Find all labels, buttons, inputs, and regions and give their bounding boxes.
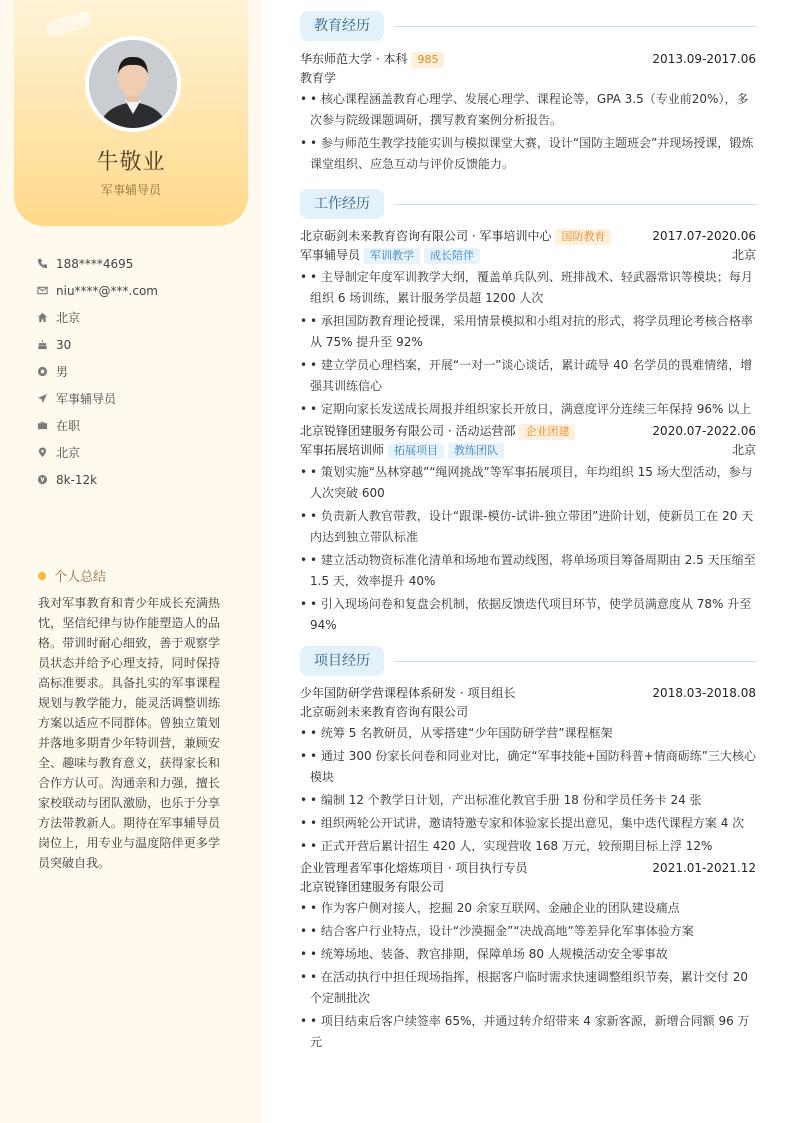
contact-email-value: niu****@***.com xyxy=(56,283,158,298)
mail-icon xyxy=(36,285,48,297)
contact-status-value: 在职 xyxy=(56,419,81,433)
contact-age xyxy=(36,331,236,358)
education-tag: 985 xyxy=(411,52,444,68)
project-1-org: 北京砺剑未来教育咨询有限公司 xyxy=(300,705,469,719)
projects-heading: 项目经历 xyxy=(300,646,384,676)
project-2-date: 2021.01-2021.12 xyxy=(652,861,756,875)
list-item: • • 核心课程涵盖教育心理学、发展心理学、课程论等，GPA 3.5（专业前20%），多次参与院级课题调研，撰写教育案例分析报告。 xyxy=(300,89,756,131)
education-row xyxy=(300,50,756,69)
contact-salary xyxy=(36,466,236,493)
divider xyxy=(394,661,756,662)
contact-home xyxy=(36,304,236,331)
job-2-company: 北京锐锋团建服务有限公司 · 活动运营部 xyxy=(300,424,516,438)
list-item: • • 正式开营后累计招生 420 人，实现营收 168 万元，较预期目标上浮 12% xyxy=(300,836,756,857)
job-1-company: 北京砺剑未来教育咨询有限公司 · 军事培训中心 xyxy=(300,229,552,243)
list-item: • • 主导制定年度军训教学大纲，覆盖单兵队列、班排战术、轻武器常识等模块；每月组织 6 场训练，累计服务学员超 1200 人次 xyxy=(300,267,756,309)
job-1-role: 军事辅导员 xyxy=(300,248,361,262)
project-2-name: 企业管理者军事化熔炼项目 · 项目执行专员 xyxy=(300,861,528,875)
education-heading: 教育经历 xyxy=(300,11,384,41)
education-date: 2013.09-2017.06 xyxy=(652,52,756,66)
projects-header xyxy=(300,646,756,676)
list-item: • • 负责新人教官带教，设计“跟课-模仿-试讲-独立带团”进阶计划，使新员工在 20 天内达到独立带队标准 xyxy=(300,506,756,548)
list-item: • • 编制 12 个教学日计划，产出标准化教官手册 18 份和学员任务卡 24 张 xyxy=(300,790,756,811)
project-1-bullets xyxy=(300,723,756,857)
job-1-role-tag: 军训教学 xyxy=(364,248,420,264)
bullet-dot-icon xyxy=(38,572,46,580)
work-section xyxy=(300,189,756,638)
list-item: • • 结合客户行业特点，设计“沙漠掘金”“决战高地”等差异化军事体验方案 xyxy=(300,921,756,942)
home-icon xyxy=(36,312,48,324)
project-1-date: 2018.03-2018.08 xyxy=(652,686,756,700)
summary-text: 我对军事教育和青少年成长充满热忱，坚信纪律与协作能塑造人的品格。带训时耐心细致，善于观察学员状态并给予心理支持，同时保持高标准要求。具备扎实的军事课程规划与教学能力，能灵活调整训练方案以适应不同群体。曾独立策划并落地多期青少年特训营，兼顾安全、趣味与教育意义，获得家长和合作方认可。沟通亲和力强，擅长家校联动与团队激励，也乐于分享方法带教新人。期待在军事辅导员岗位上，用专业与温度陪伴更多学员突破自我。 xyxy=(38,596,220,870)
cake-icon xyxy=(36,339,48,351)
contact-age-value: 30 xyxy=(56,337,72,352)
job-2-role-row xyxy=(300,441,756,460)
job-2-row xyxy=(300,422,756,441)
list-item: • • 参与师范生教学技能实训与模拟课堂大赛，设计“国防主题班会”并现场授课，锻炼课堂组织、应急互动与评价反馈能力。 xyxy=(300,133,756,175)
contact-list xyxy=(36,250,236,493)
phone-icon xyxy=(36,258,48,270)
decorative-shape xyxy=(45,9,94,38)
profile-name: 牛敬业 xyxy=(96,150,166,175)
divider xyxy=(394,204,756,205)
job-1-role-row xyxy=(300,246,756,265)
list-item: • • 作为客户侧对接人，挖掘 20 余家互联网、金融企业的团队建设痛点 xyxy=(300,898,756,919)
education-major: 教育学 xyxy=(300,71,337,85)
divider xyxy=(394,26,756,27)
contact-home-value: 北京 xyxy=(56,311,81,325)
job-1-row xyxy=(300,227,756,246)
briefcase-icon xyxy=(36,420,48,432)
education-bullets xyxy=(300,89,756,175)
job-2-date: 2020.07-2022.06 xyxy=(652,424,756,438)
job-2-role: 军事拓展培训师 xyxy=(300,443,385,457)
job-2-role-tag: 拓展项目 xyxy=(388,443,444,459)
contact-city xyxy=(36,439,236,466)
job-2-company-tag: 企业团建 xyxy=(519,424,575,440)
list-item: • • 建立活动物资标准化清单和场地布置动线图，将单场项目筹备周期由 2.5 天压缩至 1.5 天，效率提升 40% xyxy=(300,550,756,592)
job-1-role-tag: 成长陪伴 xyxy=(424,248,480,264)
job-2-role-tag: 教练团队 xyxy=(448,443,504,459)
job-1-bullets xyxy=(300,267,756,420)
education-header xyxy=(300,11,756,41)
list-item: • • 项目结束后客户续签率 65%，并通过转介绍带来 4 家新客源，新增合同额 96 万元 xyxy=(300,1011,756,1053)
job-2-bullets xyxy=(300,462,756,636)
send-icon xyxy=(36,393,48,405)
project-2-org: 北京锐锋团建服务有限公司 xyxy=(300,880,445,894)
contact-gender xyxy=(36,358,236,385)
sidebar xyxy=(0,0,262,1123)
contact-city-value: 北京 xyxy=(56,446,81,460)
education-school: 华东师范大学 · 本科 xyxy=(300,52,408,66)
contact-position-value: 军事辅导员 xyxy=(56,392,117,406)
job-1-date: 2017.07-2020.06 xyxy=(652,229,756,243)
job-1-company-tag: 国防教育 xyxy=(555,229,611,245)
salary-icon xyxy=(36,474,48,486)
summary-heading xyxy=(38,566,106,585)
list-item: • • 承担国防教育理论授课，采用情景模拟和小组对抗的形式，将学员理论考核合格率从 75% 提升至 92% xyxy=(300,311,756,353)
list-item: • • 定期向家长发送成长周报并组织家长开放日，满意度评分连续三年保持 96% 以上 xyxy=(300,399,756,420)
contact-email xyxy=(36,277,236,304)
contact-status xyxy=(36,412,236,439)
contact-phone-value: 188****4695 xyxy=(56,256,134,271)
list-item: • • 策划实施“丛林穿越”“绳网挑战”等军事拓展项目，年均组织 15 场大型活动，参与人次突破 600 xyxy=(300,462,756,504)
contact-salary-value: 8k-12k xyxy=(56,472,98,487)
gender-icon xyxy=(36,366,48,378)
list-item: • • 组织两轮公开试讲，邀请特邀专家和体验家长提出意见，集中迭代课程方案 4 次 xyxy=(300,813,756,834)
project-1-row xyxy=(300,684,756,703)
contact-gender-value: 男 xyxy=(56,365,69,379)
job-1-city: 北京 xyxy=(731,248,756,262)
contact-position xyxy=(36,385,236,412)
list-item: • • 在活动执行中担任现场指挥，根据客户临时需求快速调整组织节奏，累计交付 20 个定制批次 xyxy=(300,967,756,1009)
profile-title: 军事辅导员 xyxy=(100,183,161,197)
list-item: • • 建立学员心理档案，开展“一对一”谈心谈话，累计疏导 40 名学员的畏难情绪，增强其训练信心 xyxy=(300,355,756,397)
project-1-name: 少年国防研学营课程体系研发 · 项目组长 xyxy=(300,686,516,700)
location-pin-icon xyxy=(36,447,48,459)
work-header xyxy=(300,189,756,219)
projects-section xyxy=(300,646,756,1055)
avatar xyxy=(85,36,181,132)
contact-phone xyxy=(36,250,236,277)
list-item: • • 统筹 5 名教研员，从零搭建“少年国防研学营”课程框架 xyxy=(300,723,756,744)
job-2-city: 北京 xyxy=(731,443,756,457)
list-item: • • 统筹场地、装备、教官排期，保障单场 80 人规模活动安全零事故 xyxy=(300,944,756,965)
list-item: • • 通过 300 份家长问卷和同业对比，确定“军事技能+国防科普+情商砺练”三大核心模块 xyxy=(300,746,756,788)
avatar-portrait xyxy=(89,40,177,128)
project-2-bullets xyxy=(300,898,756,1053)
list-item: • • 引入现场问卷和复盘会机制，依据反馈迭代项目环节，使学员满意度从 78% 升至 94% xyxy=(300,594,756,636)
work-heading: 工作经历 xyxy=(300,189,384,219)
education-section xyxy=(300,11,756,177)
summary-heading-text: 个人总结 xyxy=(54,570,107,585)
project-2-row xyxy=(300,859,756,878)
